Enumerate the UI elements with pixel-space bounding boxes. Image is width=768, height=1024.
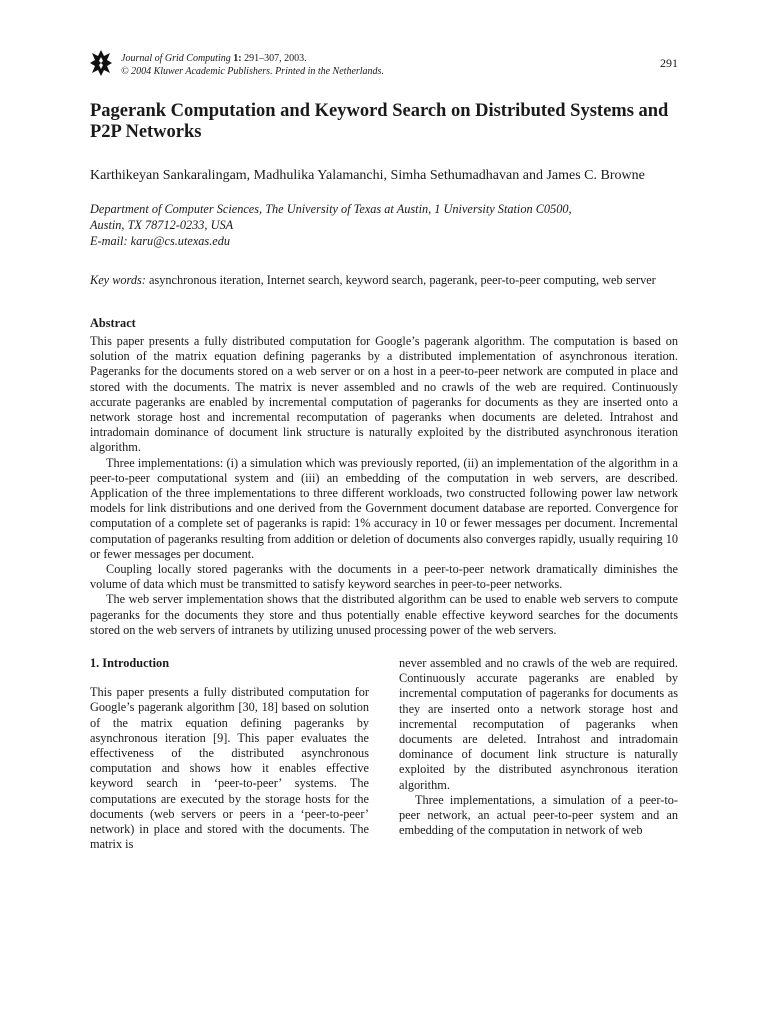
journal-header xyxy=(121,52,384,78)
journal-pages: 291–307, 2003. xyxy=(244,53,307,64)
affiliation-line-2: Austin, TX 78712-0233, USA xyxy=(90,218,234,232)
left-column xyxy=(90,656,369,852)
journal-citation xyxy=(121,52,384,65)
intro-paragraph: This paper presents a fully distributed computation for Google’s pagerank algorithm [30, 18] based on solution of the matrix equation defining pageranks by asynchronous iteration [9]. This paper evaluates the effectiveness of the distributed asynchronous computation and shows how it enables effective keyword search in ‘peer-to-peer’ systems. The computations are executed by the storage hosts for the documents (web servers or peers in a ‘peer-to-peer’ network) in place and stored with the documents. The matrix is xyxy=(90,685,369,852)
publisher-logo-icon xyxy=(90,50,112,76)
page-number: 291 xyxy=(660,56,678,70)
author-email: E-mail: karu@cs.utexas.edu xyxy=(90,234,231,248)
journal-name: Journal of Grid Computing xyxy=(121,53,231,64)
abstract-heading: Abstract xyxy=(90,316,136,330)
section-heading-introduction: 1. Introduction xyxy=(90,656,170,670)
keywords xyxy=(90,273,690,288)
author-list: Karthikeyan Sankaralingam, Madhulika Yalamanchi, Simha Sethumadhavan and James C. Browne xyxy=(90,168,645,183)
intro-paragraph: Three implementations, a simulation of a peer-to-peer network, an actual peer-to-peer system and an embedding of the computation in network of web xyxy=(399,792,678,838)
copyright-line: © 2004 Kluwer Academic Publishers. Printed in the Netherlands. xyxy=(121,66,384,77)
right-column xyxy=(399,656,678,838)
abstract-paragraph: This paper presents a fully distributed computation for Google’s pagerank algorithm. The computation is based on solution of the matrix equation defining pageranks by a distributed implementation of asynchronous iteration. Pageranks for the documents stored on a web server or on a host in a peer-to-peer network are computed in place and stored with the documents. The matrix is never assembled and no crawls of the web are required. Continuously accurate pageranks are enabled by incremental computation of pageranks for documents as they are inserted onto a network storage host and incremental recomputation of pageranks when documents are deleted. Intrahost and intradomain dominance of document link structure is naturally exploited by the distributed asynchronous iteration algorithm. xyxy=(90,334,678,455)
keywords-label: Key words: xyxy=(90,273,146,287)
intro-paragraph: never assembled and no crawls of the web are required. Continuously accurate pageranks are enabled by incremental computation of pageranks for documents as they are inserted onto a network storage host and incremental recomputation of pageranks when documents are deleted. Intrahost and intradomain dominance of document link structure is naturally exploited by the distributed asynchronous iteration algorithm. xyxy=(399,656,678,792)
keywords-text: asynchronous iteration, Internet search, keyword search, pagerank, peer-to-peer computing, web server xyxy=(148,273,656,287)
abstract-paragraph: The web server implementation shows that the distributed algorithm can be used to enable web servers to compute pageranks for the documents they store and thus potentially enable effective keyword searches for the documents stored on the web servers of intranets by utilizing unused processing power of the web servers. xyxy=(90,592,678,637)
abstract-paragraph: Coupling locally stored pageranks with the documents in a peer-to-peer network dramatically diminishes the volume of data which must be transmitted to satisfy keyword searches in peer-to-peer networks. xyxy=(90,562,678,592)
paper-title: Pagerank Computation and Keyword Search on Distributed Systems and P2P Networks xyxy=(90,101,669,142)
abstract-body xyxy=(90,334,678,638)
abstract-paragraph: Three implementations: (i) a simulation which was previously reported, (ii) an implementation of the algorithm in a peer-to-peer computational system and (iii) an embedding of the computation in web servers, are described. Application of the three implementations to three different workloads, two constructed following power law network models for link distributions and one derived from the Government document database are reported. Convergence for computation of a complete set of pageranks is rapid: 1% accuracy in 10 or fewer messages per document. Incremental computation of pageranks resulting from addition or deletion of documents also converges rapidly, usually requiring 10 or fewer messages per document. xyxy=(90,455,678,561)
affiliation-line-1: Department of Computer Sciences, The University of Texas at Austin, 1 University Station C0500, xyxy=(90,202,572,216)
journal-volume: 1: xyxy=(233,53,242,64)
affiliation xyxy=(90,201,690,249)
